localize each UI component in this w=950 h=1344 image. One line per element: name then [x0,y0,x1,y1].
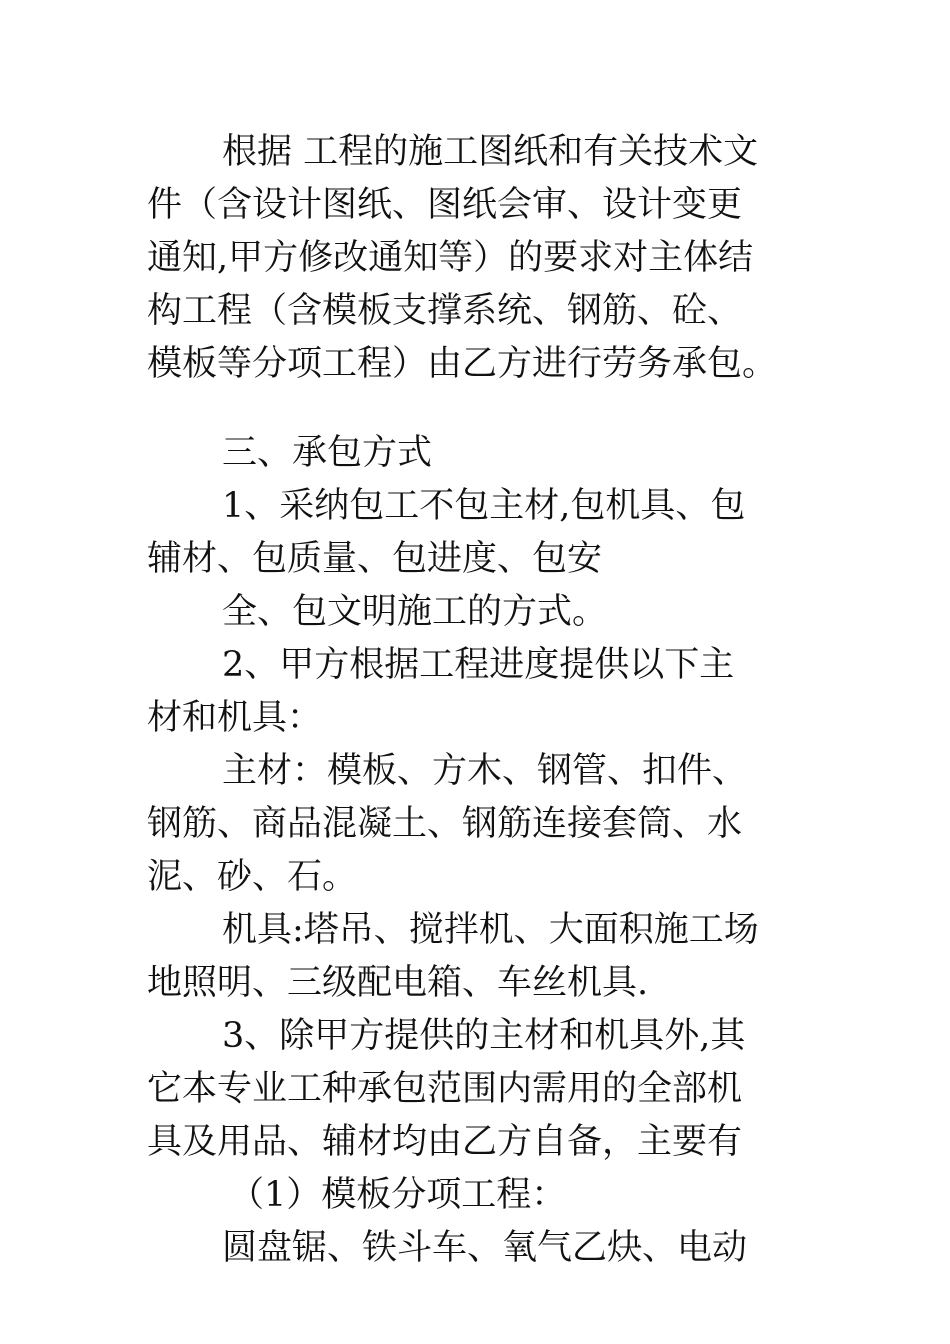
text-line: 主材：模板、方木、钢管、扣件、 [222,751,748,791]
text-line: 通知,甲方修改通知等）的要求对主体结 [147,238,754,278]
text-line: 构工程（含模板支撑系统、钢筋、砼、 [147,291,743,331]
paragraph-gap [147,391,827,427]
text-line: 钢筋、商品混凝土、钢筋连接套筒、水 [147,804,743,844]
text-line: 它本专业工种承包范围内需用的全部机 [147,1069,743,1109]
section-heading: 三、承包方式 [222,433,433,473]
text-line: 全、包文明施工的方式。 [222,592,608,632]
document-body [147,126,827,1275]
text-line: 辅材、包质量、包进度、包安 [147,539,603,579]
text-line: 2、甲方根据工程进度提供以下主 [222,645,735,685]
text-line: 根据 工程的施工图纸和有关技术文 [222,132,759,172]
text-line: 1、采纳包工不包主材,包机具、包 [222,486,746,526]
text-line: 机具:塔吊、搅拌机、大面积施工场 [222,910,759,950]
paragraph-machinery [147,904,827,1010]
text-line: 模板等分项工程）由乙方进行劳务承包。 [147,344,778,384]
paragraph-item-3 [147,1010,827,1169]
text-line: 圆盘锯、铁斗车、氧气乙炔、电动 [222,1228,748,1268]
text-line: 材和机具： [147,698,323,738]
text-line: 泥、砂、石。 [147,857,358,897]
text-line: 地照明、三级配电箱、车丝机具. [147,963,649,1003]
text-line: 3、除甲方提供的主材和机具外,其 [222,1016,746,1056]
text-line: 具及用品、辅材均由乙方自备，主要有 [147,1122,743,1162]
paragraph-scope [147,126,827,391]
text-line: 件（含设计图纸、图纸会审、设计变更 [147,185,743,225]
subsection-heading: （1）模板分项工程： [229,1175,567,1215]
paragraph-item-1 [147,480,827,639]
paragraph-main-materials [147,745,827,904]
paragraph-sub1-tools [147,1222,827,1275]
paragraph-item-2 [147,639,827,745]
